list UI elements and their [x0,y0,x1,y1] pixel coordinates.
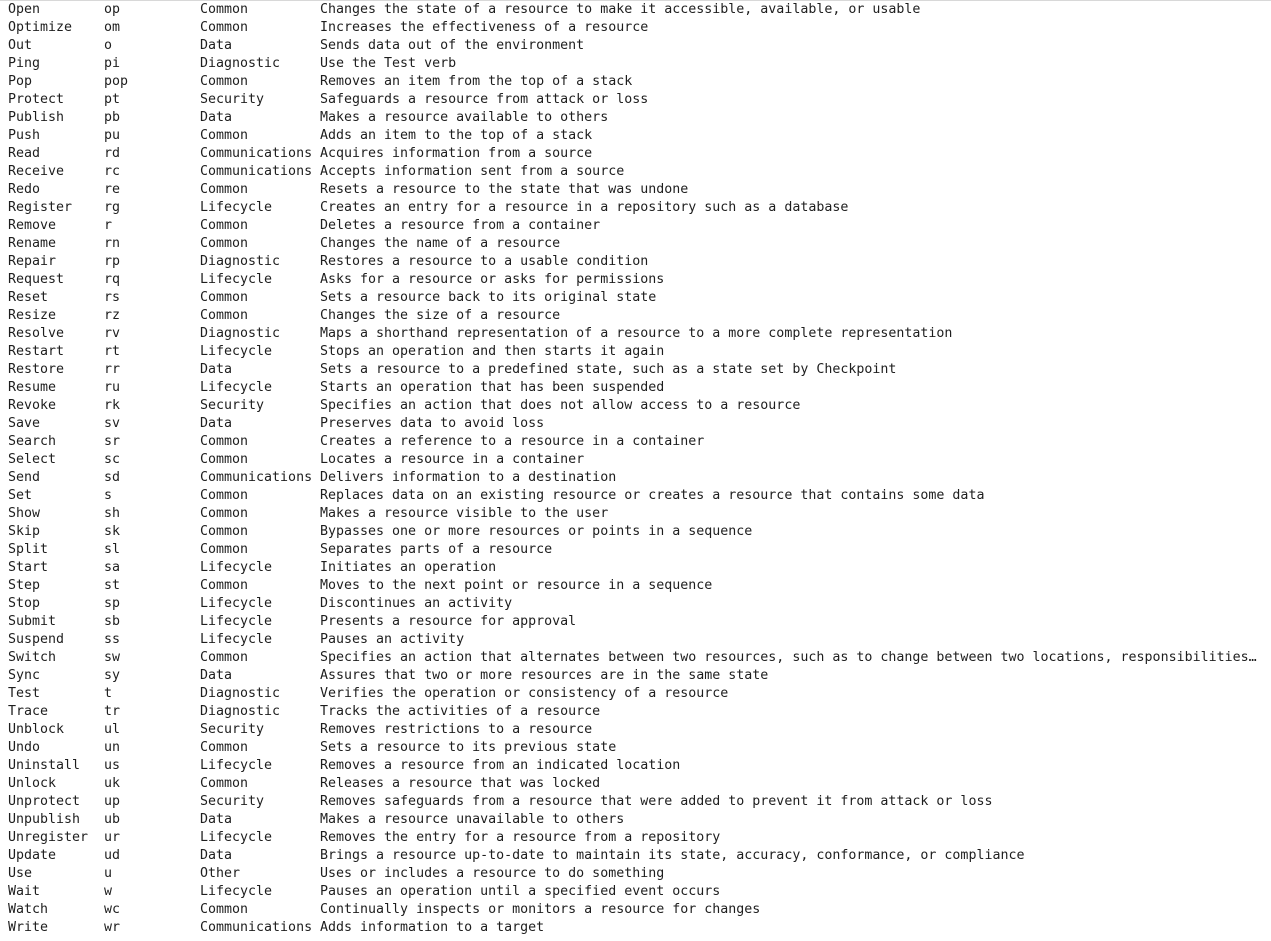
alias-cell: t [104,686,113,701]
verb-cell: Search [8,434,57,449]
verb-cell: Step [8,578,41,593]
table-row [8,685,1271,703]
group-cell: Common [200,20,249,35]
verb-cell: Start [8,560,49,575]
verb-cell: Receive [8,164,65,179]
verb-cell: Resolve [8,326,65,341]
verb-cell: Stop [8,596,41,611]
table-row [8,55,1271,73]
alias-cell: sp [104,596,121,611]
alias-cell: sv [104,416,121,431]
table-row [8,847,1271,865]
group-cell: Lifecycle [200,272,273,287]
alias-cell: ud [104,848,121,863]
table-row [8,325,1271,343]
description-cell: Removes a resource from an indicated location [320,758,681,773]
description-cell: Stops an operation and then starts it again [320,344,665,359]
verb-cell: Register [8,200,73,215]
description-cell: Changes the size of a resource [320,308,561,323]
alias-cell: pt [104,92,121,107]
verb-cell: Restart [8,344,65,359]
verb-cell: Update [8,848,57,863]
group-cell: Data [200,38,233,53]
group-cell: Common [200,74,249,89]
verb-cell: Watch [8,902,49,917]
table-row [8,613,1271,631]
table-row [8,739,1271,757]
group-cell: Lifecycle [200,884,273,899]
alias-cell: ub [104,812,121,827]
group-cell: Common [200,776,249,791]
description-cell: Asks for a resource or asks for permissions [320,272,665,287]
group-cell: Common [200,488,249,503]
verb-cell: Reset [8,290,49,305]
alias-cell: sh [104,506,121,521]
table-row [8,757,1271,775]
alias-cell: sk [104,524,121,539]
verb-cell: Publish [8,110,65,125]
verb-cell: Optimize [8,20,73,35]
group-cell: Common [200,290,249,305]
table-row [8,19,1271,37]
group-cell: Diagnostic [200,326,281,341]
verb-cell: Sync [8,668,41,683]
alias-cell: pop [104,74,129,89]
description-cell: Removes an item from the top of a stack [320,74,633,89]
group-cell: Data [200,812,233,827]
alias-cell: sa [104,560,121,575]
verb-cell: Restore [8,362,65,377]
alias-cell: u [104,866,113,881]
description-cell: Sends data out of the environment [320,38,585,53]
verb-cell: Redo [8,182,41,197]
alias-cell: s [104,488,113,503]
table-row [8,415,1271,433]
verb-cell: Submit [8,614,57,629]
description-cell: Bypasses one or more resources or points in a sequence [320,524,753,539]
description-cell: Changes the state of a resource to make it accessible, available, or usable [320,2,921,17]
alias-cell: uk [104,776,121,791]
table-row [8,271,1271,289]
group-cell: Common [200,218,249,233]
group-cell: Common [200,542,249,557]
alias-cell: rr [104,362,121,377]
group-cell: Common [200,236,249,251]
description-cell: Continually inspects or monitors a resource for changes [320,902,761,917]
verb-cell: Ping [8,56,41,71]
verb-cell: Save [8,416,41,431]
group-cell: Communications [200,164,313,179]
verb-cell: Switch [8,650,57,665]
alias-cell: rp [104,254,121,269]
alias-cell: wc [104,902,121,917]
verb-table [8,1,1271,937]
table-row [8,91,1271,109]
description-cell: Presents a resource for approval [320,614,577,629]
verb-cell: Use [8,866,33,881]
table-row [8,235,1271,253]
table-row [8,361,1271,379]
verb-cell: Open [8,2,41,17]
group-cell: Data [200,848,233,863]
verb-cell: Send [8,470,41,485]
table-row [8,397,1271,415]
description-cell: Accepts information sent from a source [320,164,625,179]
verb-cell: Resize [8,308,57,323]
description-cell: Locates a resource in a container [320,452,585,467]
alias-cell: sr [104,434,121,449]
verb-cell: Undo [8,740,41,755]
table-row [8,901,1271,919]
alias-cell: rg [104,200,121,215]
group-cell: Common [200,182,249,197]
verb-cell: Unprotect [8,794,81,809]
verb-cell: Select [8,452,57,467]
table-row [8,631,1271,649]
description-cell: Makes a resource available to others [320,110,609,125]
group-cell: Data [200,416,233,431]
description-cell: Sets a resource to its previous state [320,740,617,755]
group-cell: Common [200,452,249,467]
table-row [8,865,1271,883]
description-cell: Moves to the next point or resource in a sequence [320,578,713,593]
table-row [8,199,1271,217]
table-row [8,523,1271,541]
verb-cell: Split [8,542,49,557]
group-cell: Lifecycle [200,380,273,395]
alias-cell: ru [104,380,121,395]
description-cell: Initiates an operation [320,560,497,575]
description-cell: Specifies an action that alternates between two resources, such as to change between two locations, responsibilities… [320,650,1257,665]
group-cell: Lifecycle [200,560,273,575]
table-row [8,289,1271,307]
alias-cell: rn [104,236,121,251]
description-cell: Assures that two or more resources are in the same state [320,668,769,683]
group-cell: Security [200,398,265,413]
group-cell: Lifecycle [200,632,273,647]
verb-cell: Set [8,488,33,503]
description-cell: Removes restrictions to a resource [320,722,593,737]
alias-cell: rz [104,308,121,323]
table-row [8,793,1271,811]
description-cell: Releases a resource that was locked [320,776,601,791]
verb-cell: Protect [8,92,65,107]
description-cell: Use the Test verb [320,56,457,71]
table-row [8,145,1271,163]
verb-cell: Repair [8,254,57,269]
group-cell: Security [200,722,265,737]
alias-cell: wr [104,920,121,935]
description-cell: Brings a resource up-to-date to maintain its state, accuracy, conformance, or compliance [320,848,1025,863]
table-row [8,109,1271,127]
description-cell: Resets a resource to the state that was undone [320,182,689,197]
description-cell: Tracks the activities of a resource [320,704,601,719]
group-cell: Common [200,2,249,17]
alias-cell: rc [104,164,121,179]
description-cell: Maps a shorthand representation of a resource to a more complete representation [320,326,953,341]
table-row [8,1,1271,19]
alias-cell: rv [104,326,121,341]
description-cell: Specifies an action that does not allow access to a resource [320,398,801,413]
table-row [8,505,1271,523]
table-row [8,127,1271,145]
alias-cell: rk [104,398,121,413]
table-row [8,181,1271,199]
alias-cell: r [104,218,113,233]
alias-cell: op [104,2,121,17]
verb-cell: Request [8,272,65,287]
verb-cell: Write [8,920,49,935]
table-row [8,667,1271,685]
group-cell: Data [200,668,233,683]
group-cell: Common [200,524,249,539]
verb-cell: Suspend [8,632,65,647]
group-cell: Communications [200,920,313,935]
group-cell: Lifecycle [200,344,273,359]
alias-cell: ur [104,830,121,845]
verb-cell: Out [8,38,33,53]
alias-cell: pi [104,56,121,71]
verb-cell: Resume [8,380,57,395]
verb-cell: Uninstall [8,758,81,773]
verb-cell: Push [8,128,41,143]
description-cell: Delivers information to a destination [320,470,617,485]
description-cell: Creates an entry for a resource in a repository such as a database [320,200,849,215]
verb-cell: Read [8,146,41,161]
description-cell: Deletes a resource from a container [320,218,601,233]
alias-cell: sy [104,668,121,683]
group-cell: Communications [200,146,313,161]
description-cell: Separates parts of a resource [320,542,553,557]
verb-cell: Unregister [8,830,89,845]
description-cell: Removes the entry for a resource from a repository [320,830,721,845]
group-cell: Data [200,110,233,125]
description-cell: Verifies the operation or consistency of a resource [320,686,729,701]
table-row [8,307,1271,325]
table-row [8,37,1271,55]
table-row [8,487,1271,505]
group-cell: Security [200,794,265,809]
verb-cell: Wait [8,884,41,899]
alias-cell: tr [104,704,121,719]
group-cell: Security [200,92,265,107]
table-row [8,919,1271,937]
group-cell: Common [200,578,249,593]
description-cell: Increases the effectiveness of a resource [320,20,649,35]
verb-cell: Skip [8,524,41,539]
verb-cell: Revoke [8,398,57,413]
alias-cell: rq [104,272,121,287]
alias-cell: us [104,758,121,773]
group-cell: Communications [200,470,313,485]
table-row [8,649,1271,667]
table-row [8,469,1271,487]
alias-cell: up [104,794,121,809]
alias-cell: ss [104,632,121,647]
description-cell: Creates a reference to a resource in a container [320,434,705,449]
group-cell: Common [200,308,249,323]
alias-cell: rs [104,290,121,305]
description-cell: Pauses an activity [320,632,465,647]
description-cell: Adds an item to the top of a stack [320,128,593,143]
description-cell: Restores a resource to a usable condition [320,254,649,269]
table-row [8,451,1271,469]
table-row [8,253,1271,271]
group-cell: Common [200,128,249,143]
verb-cell: Remove [8,218,57,233]
group-cell: Diagnostic [200,704,281,719]
table-row [8,541,1271,559]
alias-cell: rt [104,344,121,359]
verb-cell: Rename [8,236,57,251]
description-cell: Removes safeguards from a resource that were added to prevent it from attack or loss [320,794,993,809]
alias-cell: ul [104,722,121,737]
description-cell: Starts an operation that has been suspended [320,380,665,395]
description-cell: Acquires information from a source [320,146,593,161]
group-cell: Common [200,650,249,665]
verb-cell: Trace [8,704,49,719]
alias-cell: re [104,182,121,197]
group-cell: Lifecycle [200,596,273,611]
table-row [8,811,1271,829]
table-row [8,217,1271,235]
table-row [8,883,1271,901]
table-row [8,73,1271,91]
alias-cell: sw [104,650,121,665]
group-cell: Common [200,434,249,449]
group-cell: Lifecycle [200,830,273,845]
alias-cell: rd [104,146,121,161]
table-row [8,433,1271,451]
group-cell: Lifecycle [200,200,273,215]
alias-cell: sl [104,542,121,557]
alias-cell: sd [104,470,121,485]
group-cell: Diagnostic [200,254,281,269]
group-cell: Diagnostic [200,686,281,701]
table-row [8,577,1271,595]
alias-cell: st [104,578,121,593]
alias-cell: sb [104,614,121,629]
group-cell: Other [200,866,241,881]
table-row [8,703,1271,721]
description-cell: Safeguards a resource from attack or loss [320,92,649,107]
table-row [8,775,1271,793]
verb-cell: Unpublish [8,812,81,827]
table-row [8,163,1271,181]
description-cell: Discontinues an activity [320,596,513,611]
alias-cell: w [104,884,113,899]
description-cell: Replaces data on an existing resource or creates a resource that contains some data [320,488,985,503]
description-cell: Sets a resource to a predefined state, such as a state set by Checkpoint [320,362,897,377]
description-cell: Pauses an operation until a specified event occurs [320,884,721,899]
table-row [8,559,1271,577]
verb-cell: Unblock [8,722,65,737]
alias-cell: un [104,740,121,755]
alias-cell: om [104,20,121,35]
alias-cell: pu [104,128,121,143]
description-cell: Uses or includes a resource to do something [320,866,665,881]
verb-cell: Pop [8,74,33,89]
group-cell: Data [200,362,233,377]
table-row [8,829,1271,847]
description-cell: Makes a resource visible to the user [320,506,609,521]
table-row [8,379,1271,397]
description-cell: Sets a resource back to its original state [320,290,657,305]
description-cell: Preserves data to avoid loss [320,416,545,431]
verb-cell: Unlock [8,776,57,791]
table-row [8,343,1271,361]
table-row [8,721,1271,739]
group-cell: Common [200,740,249,755]
table-row [8,595,1271,613]
alias-cell: pb [104,110,121,125]
description-cell: Makes a resource unavailable to others [320,812,625,827]
verb-cell: Show [8,506,41,521]
group-cell: Common [200,902,249,917]
description-cell: Adds information to a target [320,920,545,935]
description-cell: Changes the name of a resource [320,236,561,251]
alias-cell: o [104,38,113,53]
group-cell: Diagnostic [200,56,281,71]
alias-cell: sc [104,452,121,467]
group-cell: Lifecycle [200,614,273,629]
group-cell: Common [200,506,249,521]
verb-cell: Test [8,686,41,701]
group-cell: Lifecycle [200,758,273,773]
